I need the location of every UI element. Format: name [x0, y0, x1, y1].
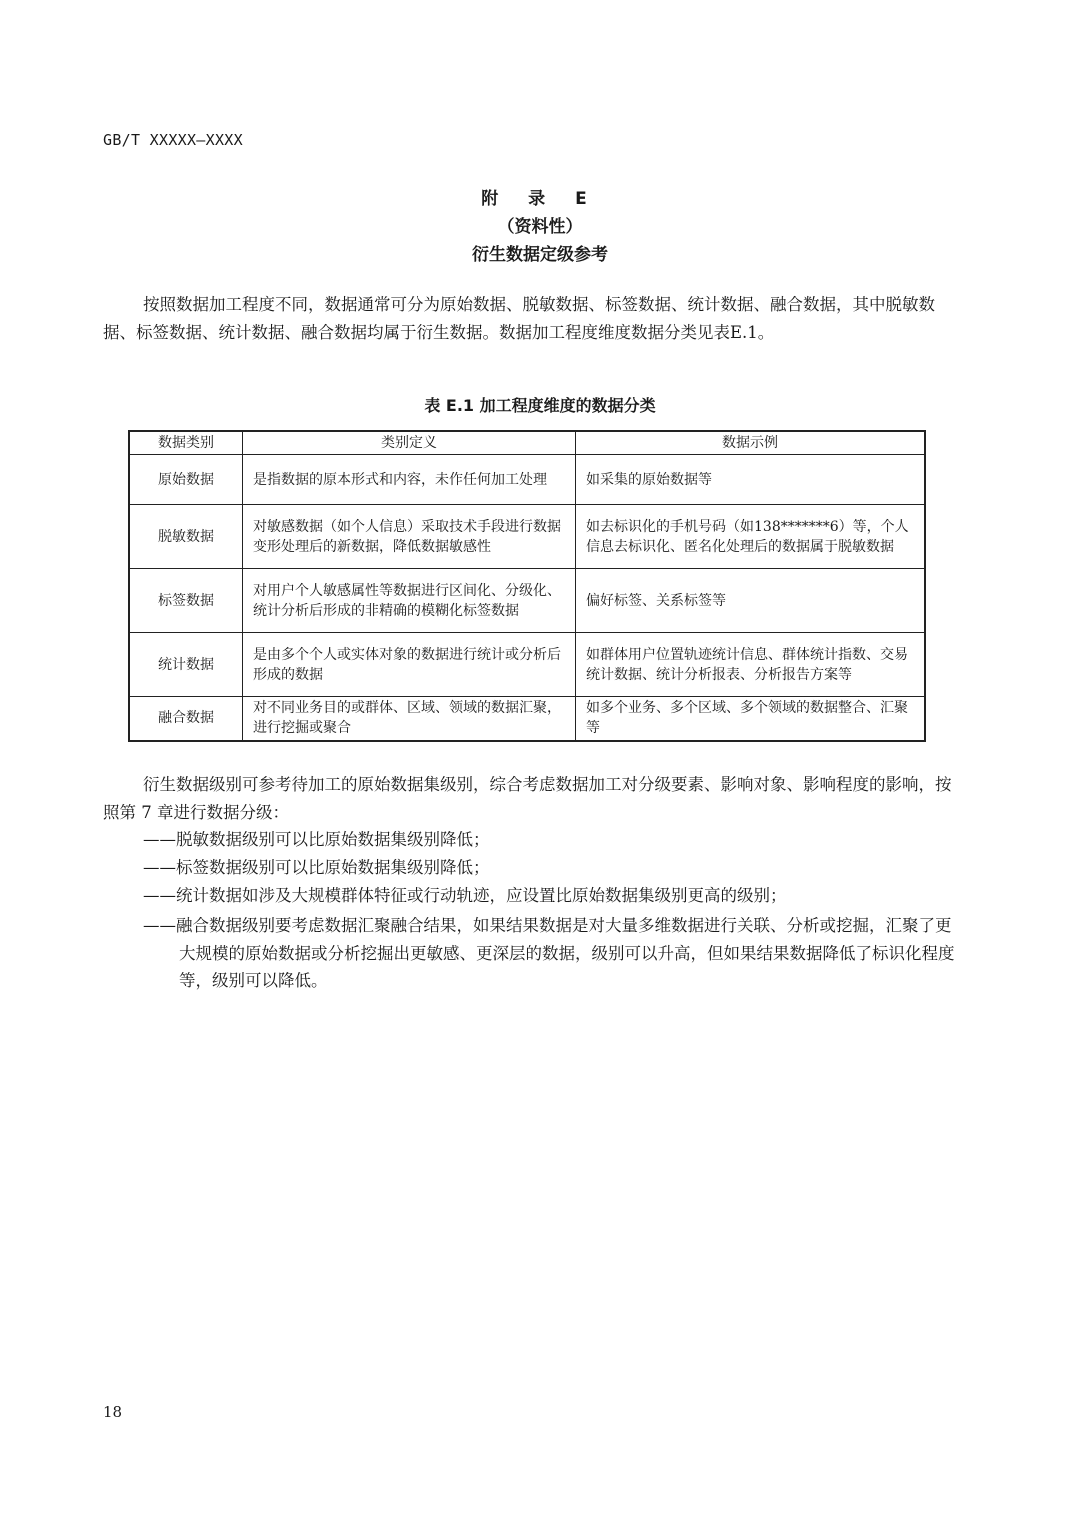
list-item: ——标签数据级别可以比原始数据集级别降低； [143, 858, 490, 877]
list-item: ——统计数据如涉及大规模群体特征或行动轨迹，应设置比原始数据集级别更高的级别； [143, 886, 787, 905]
row-definition: 对用户个人敏感属性等数据进行区间化、分级化、统计分析后形成的非精确的模糊化标签数据 [243, 569, 576, 633]
page-number: 18 [103, 1403, 123, 1421]
classification-table [128, 430, 926, 742]
standard-id: GB/T XXXXX—XXXX [103, 131, 243, 149]
list-item: ——脱敏数据级别可以比原始数据集级别降低； [143, 830, 490, 849]
intro-paragraph: 按照数据加工程度不同，数据通常可分为原始数据、脱敏数据、标签数据、统计数据、融合数据，其中脱敏数据、标签数据、统计数据、融合数据均属于衍生数据。数据加工程度维度数据分类见表E.1。 [103, 295, 935, 342]
header-definition: 类别定义 [243, 431, 576, 455]
table-row [129, 697, 925, 741]
row-definition: 对不同业务目的或群体、区域、领域的数据汇聚，进行挖掘或聚合 [243, 697, 576, 741]
header-category: 数据类别 [129, 431, 243, 455]
list-item: ——融合数据级别要考虑数据汇聚融合结果，如果结果数据是对大量多维数据进行关联、分析或挖掘，汇聚了更大规模的原始数据或分析挖掘出更敏感、更深层的数据，级别可以升高，但如果结果数据降低了标识化程度等，级别可以降低。 [143, 916, 955, 990]
row-category: 原始数据 [129, 455, 243, 505]
row-example: 偏好标签、关系标签等 [576, 569, 926, 633]
row-category: 统计数据 [129, 633, 243, 697]
table-row [129, 505, 925, 569]
table-caption: 表 E.1 加工程度维度的数据分类 [424, 396, 656, 415]
row-definition: 是指数据的原本形式和内容，未作任何加工处理 [243, 455, 576, 505]
row-example: 如采集的原始数据等 [576, 455, 926, 505]
grading-intro-paragraph: 衍生数据级别可参考待加工的原始数据集级别，综合考虑数据加工对分级要素、影响对象、影响程度的影响，按照第 7 章进行数据分级： [103, 775, 952, 822]
table-header-row [129, 431, 925, 455]
row-example: 如多个业务、多个区域、多个领域的数据整合、汇聚等 [576, 697, 926, 741]
appendix-title: 衍生数据定级参考 [472, 245, 608, 265]
row-definition: 是由多个个人或实体对象的数据进行统计或分析后形成的数据 [243, 633, 576, 697]
row-category: 融合数据 [129, 697, 243, 741]
row-example: 如去标识化的手机号码（如138*******6）等，个人信息去标识化、匿名化处理后的数据属于脱敏数据 [576, 505, 926, 569]
row-category: 脱敏数据 [129, 505, 243, 569]
appendix-type: （资料性） [497, 217, 583, 237]
table-row [129, 455, 925, 505]
row-example: 如群体用户位置轨迹统计信息、群体统计指数、交易统计数据、统计分析报表、分析报告方案等 [576, 633, 926, 697]
row-definition: 对敏感数据（如个人信息）采取技术手段进行数据变形处理后的新数据，降低数据敏感性 [243, 505, 576, 569]
appendix-label: 附 录 E [481, 189, 599, 209]
row-category: 标签数据 [129, 569, 243, 633]
header-example: 数据示例 [576, 431, 926, 455]
table-row [129, 569, 925, 633]
table-row [129, 633, 925, 697]
